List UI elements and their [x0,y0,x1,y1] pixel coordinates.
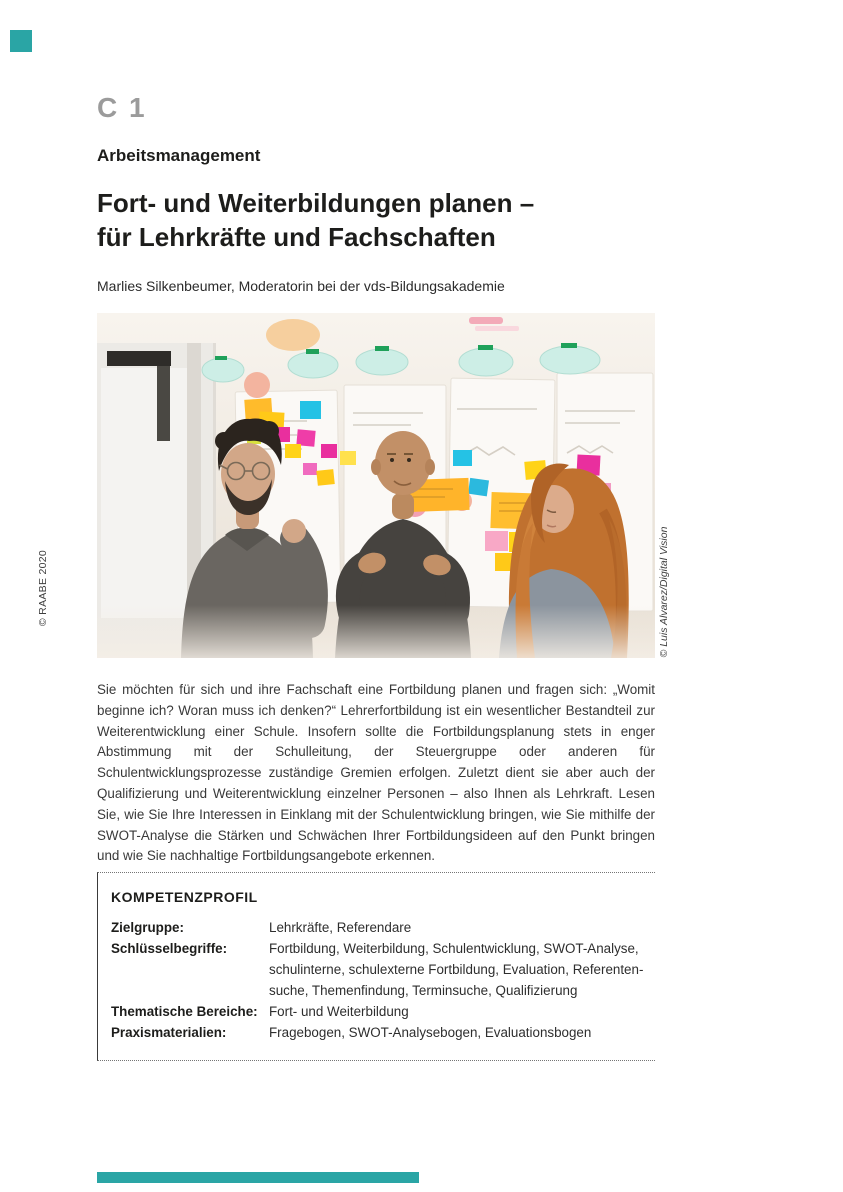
page-title-line2: für Lehrkräfte und Fachschaften [97,222,496,252]
category-heading: Arbeitsmanagement [97,146,261,165]
photo-illustration [97,313,655,658]
author-line: Marlies Silkenbeumer, Moderatorin bei der vds-Bildungsakademie [97,278,505,294]
brand-accent-square [10,30,32,52]
footer-accent-bar [97,1172,419,1183]
copyright-raabe: © RAABE 2020 [37,549,49,627]
row-label: Praxismaterialien: [111,1025,227,1040]
row-value: Fortbildung, Weiterbildung, Schulentwicklung, SWOT-Analyse, [269,941,639,956]
page-title-line1: Fort- und Weiterbildungen planen – [97,188,535,218]
kompetenzprofil-box [97,872,655,1061]
row-label [111,959,269,980]
row-label: Thematische Bereiche: [111,1004,258,1019]
row-value: schulinterne, schulexterne Fortbildung, Evaluation, Referenten- [269,962,644,977]
row-value: Lehrkräfte, Referendare [269,920,412,935]
photo-soft-fog [97,605,655,658]
row-value: suche, Themenfindung, Terminsuche, Qualifizierung [269,983,578,998]
table-row [111,1001,655,1022]
row-label: Zielgruppe: [111,920,184,935]
row-label [111,980,269,1001]
row-value: Fort- und Weiterbildung [269,1004,409,1019]
row-value: Fragebogen, SWOT-Analysebogen, Evaluationsbogen [269,1025,592,1040]
section-code: C 1 [97,92,147,123]
kompetenzprofil-heading: KOMPETENZPROFIL [111,889,258,905]
table-row [111,938,655,959]
table-row [111,980,655,1001]
table-row [111,959,655,980]
page-title [97,186,534,254]
article-photo [97,313,655,658]
table-row [111,917,655,938]
table-row [111,1022,655,1043]
intro-paragraph: Sie möchten für sich und ihre Fachschaft eine Fortbildung planen und fragen sich: „Womit beginne ich? Woran muss ich denken?“ Lehrerfortbildung ist ein wesentlicher Bestandteil zur Weiterentwicklung einer Schule. Insofern sollte die Fortbildungsplanung stets in enger Abstimmung mit der Schulleitung, der Steuergruppe oder anderen für Schulentwicklungsprozesse zuständige Gremien erfolgen. Zuletzt dient sie aber auch der Qualifizierung und Weiterentwicklung einzelner Personen – also Ihnen als Lehrkraft. Lesen Sie, wie Sie Ihre Interessen in Einklang mit der Schulentwicklung bringen, wie Sie mithilfe der SWOT-Analyse die Stärken und Schwächen Ihrer Fortbildungsideen auf den Punkt bringen und wie Sie nachhaltige Fortbildungsangebote erkennen. [97,682,655,864]
row-label: Schlüsselbegriffe: [111,941,228,956]
photo-credit: © Luis Alvarez/Digital Vision [658,526,670,658]
